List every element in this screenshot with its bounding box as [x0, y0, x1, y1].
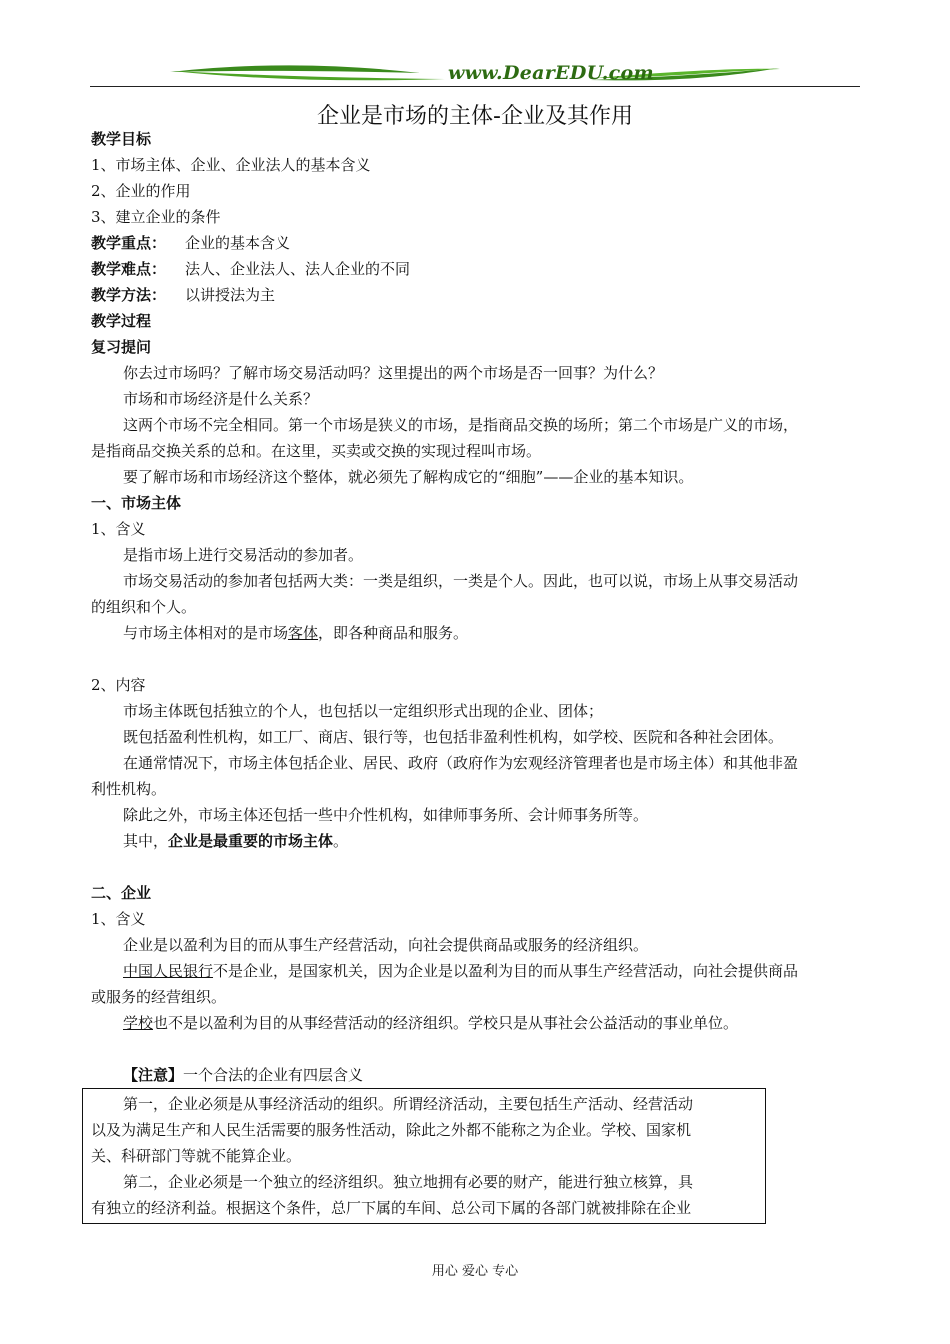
section2-subheading: 1、含义	[91, 910, 146, 928]
key-points-value: 企业的基本含义	[185, 234, 291, 252]
paragraph-line: 在通常情况下，市场主体包括企业、居民、政府（政府作为宏观经济管理者也是市场主体）和其他非盈	[123, 754, 799, 772]
method-row	[91, 282, 861, 308]
underlined-term: 学校	[123, 1014, 154, 1032]
paragraph-line: 或服务的经营组织。	[91, 988, 227, 1006]
note-text: 一个合法的企业有四层含义	[183, 1066, 364, 1084]
review-answer-line: 这两个市场不完全相同。第一个市场是狭义的市场，是指商品交换的场所；第二个市场是广义的市场，	[123, 416, 799, 434]
section1-heading: 一、市场主体	[91, 494, 182, 512]
difficulty-value: 法人、企业法人、法人企业的不同	[185, 260, 411, 278]
box-line: 关、科研部门等就不能算企业。	[91, 1147, 302, 1165]
underlined-term: 中国人民银行	[123, 962, 214, 980]
note-box	[82, 1088, 766, 1224]
text-span: 与市场主体相对的是市场	[123, 624, 289, 642]
review-question: 你去过市场吗？了解市场交易活动吗？这里提出的两个市场是否一回事？为什么？	[123, 364, 664, 382]
header-rule	[90, 86, 860, 87]
section1-subheading: 1、含义	[91, 520, 146, 538]
box-line: 有独立的经济利益。根据这个条件，总厂下属的车间、总公司下属的各部门就被排除在企业	[91, 1199, 692, 1217]
section1-subheading: 2、内容	[91, 676, 146, 694]
text-span: 也不是以盈利为目的从事经营活动的经济组织。学校只是从事社会公益活动的事业单位。	[153, 1014, 739, 1032]
paragraph: 除此之外，市场主体还包括一些中介性机构，如律师事务所、会计师事务所等。	[123, 806, 649, 824]
paragraph	[91, 620, 861, 646]
goals-heading: 教学目标	[91, 130, 152, 148]
box-line: 以及为满足生产和人民生活需要的服务性活动，除此之外都不能称之为企业。学校、国家机	[91, 1121, 692, 1139]
note-label: 【注意】	[123, 1066, 184, 1084]
site-logo-text[interactable]: www.DearEDU.com	[448, 62, 654, 84]
paragraph: 市场主体既包括独立的个人，也包括以一定组织形式出现的企业、团体；	[123, 702, 604, 720]
method-label: 教学方法：	[91, 286, 167, 304]
text-span: ，即各种商品和服务。	[318, 624, 469, 642]
text-span: 。	[333, 832, 349, 850]
box-line: 第二，企业必须是一个独立的经济组织。独立地拥有必要的财产，能进行独立核算，具	[123, 1173, 694, 1191]
blank-line	[91, 646, 861, 672]
paragraph-line: 利性机构。	[91, 780, 167, 798]
bold-statement: 企业是最重要的市场主体	[168, 832, 334, 850]
paragraph-line: 的组织和个人。	[91, 598, 197, 616]
paragraph-line: 市场交易活动的参加者包括两大类：一类是组织，一类是个人。因此，也可以说，市场上从事交易活动	[123, 572, 799, 590]
page-footer: 用心 爱心 专心	[431, 1264, 519, 1279]
document-title: 企业是市场的主体-企业及其作用	[317, 104, 633, 129]
difficulty-row	[91, 256, 861, 282]
key-points-label: 教学重点：	[91, 234, 167, 252]
process-heading: 教学过程	[91, 312, 152, 330]
box-line: 第一，企业必须是从事经济活动的组织。所谓经济活动，主要包括生产活动、经营活动	[123, 1095, 694, 1113]
text-span: 不是企业，是国家机关，因为企业是以盈利为目的而从事生产经营活动，向社会提供商品	[213, 962, 799, 980]
goal-item: 3、建立企业的条件	[91, 208, 221, 226]
difficulty-label: 教学难点：	[91, 260, 167, 278]
paragraph: 既包括盈利性机构，如工厂、商店、银行等，也包括非盈利性机构，如学校、医院和各种社会团体。	[123, 728, 784, 746]
document-body	[91, 126, 861, 1088]
review-answer-line: 是指商品交换关系的总和。在这里，买卖或交换的实现过程叫市场。	[91, 442, 542, 460]
blank-line	[91, 854, 861, 880]
text-span: 其中，	[123, 832, 169, 850]
goal-item: 1、市场主体、企业、企业法人的基本含义	[91, 156, 371, 174]
key-points-row	[91, 230, 861, 256]
note-line	[91, 1062, 861, 1088]
paragraph: 企业是以盈利为目的而从事生产经营活动，向社会提供商品或服务的经济组织。	[123, 936, 649, 954]
review-answer: 要了解市场和市场经济这个整体，就必须先了解构成它的“细胞”——企业的基本知识。	[123, 468, 694, 486]
paragraph	[91, 828, 861, 854]
paragraph-line	[91, 958, 861, 984]
goal-item: 2、企业的作用	[91, 182, 191, 200]
underlined-term: 客体	[288, 624, 319, 642]
method-value: 以讲授法为主	[185, 286, 276, 304]
review-question: 市场和市场经济是什么关系？	[123, 390, 319, 408]
section2-heading: 二、企业	[91, 884, 152, 902]
paragraph: 是指市场上进行交易活动的参加者。	[123, 546, 364, 564]
blank-line	[91, 1036, 861, 1062]
review-heading: 复习提问	[91, 338, 152, 356]
paragraph	[91, 1010, 861, 1036]
